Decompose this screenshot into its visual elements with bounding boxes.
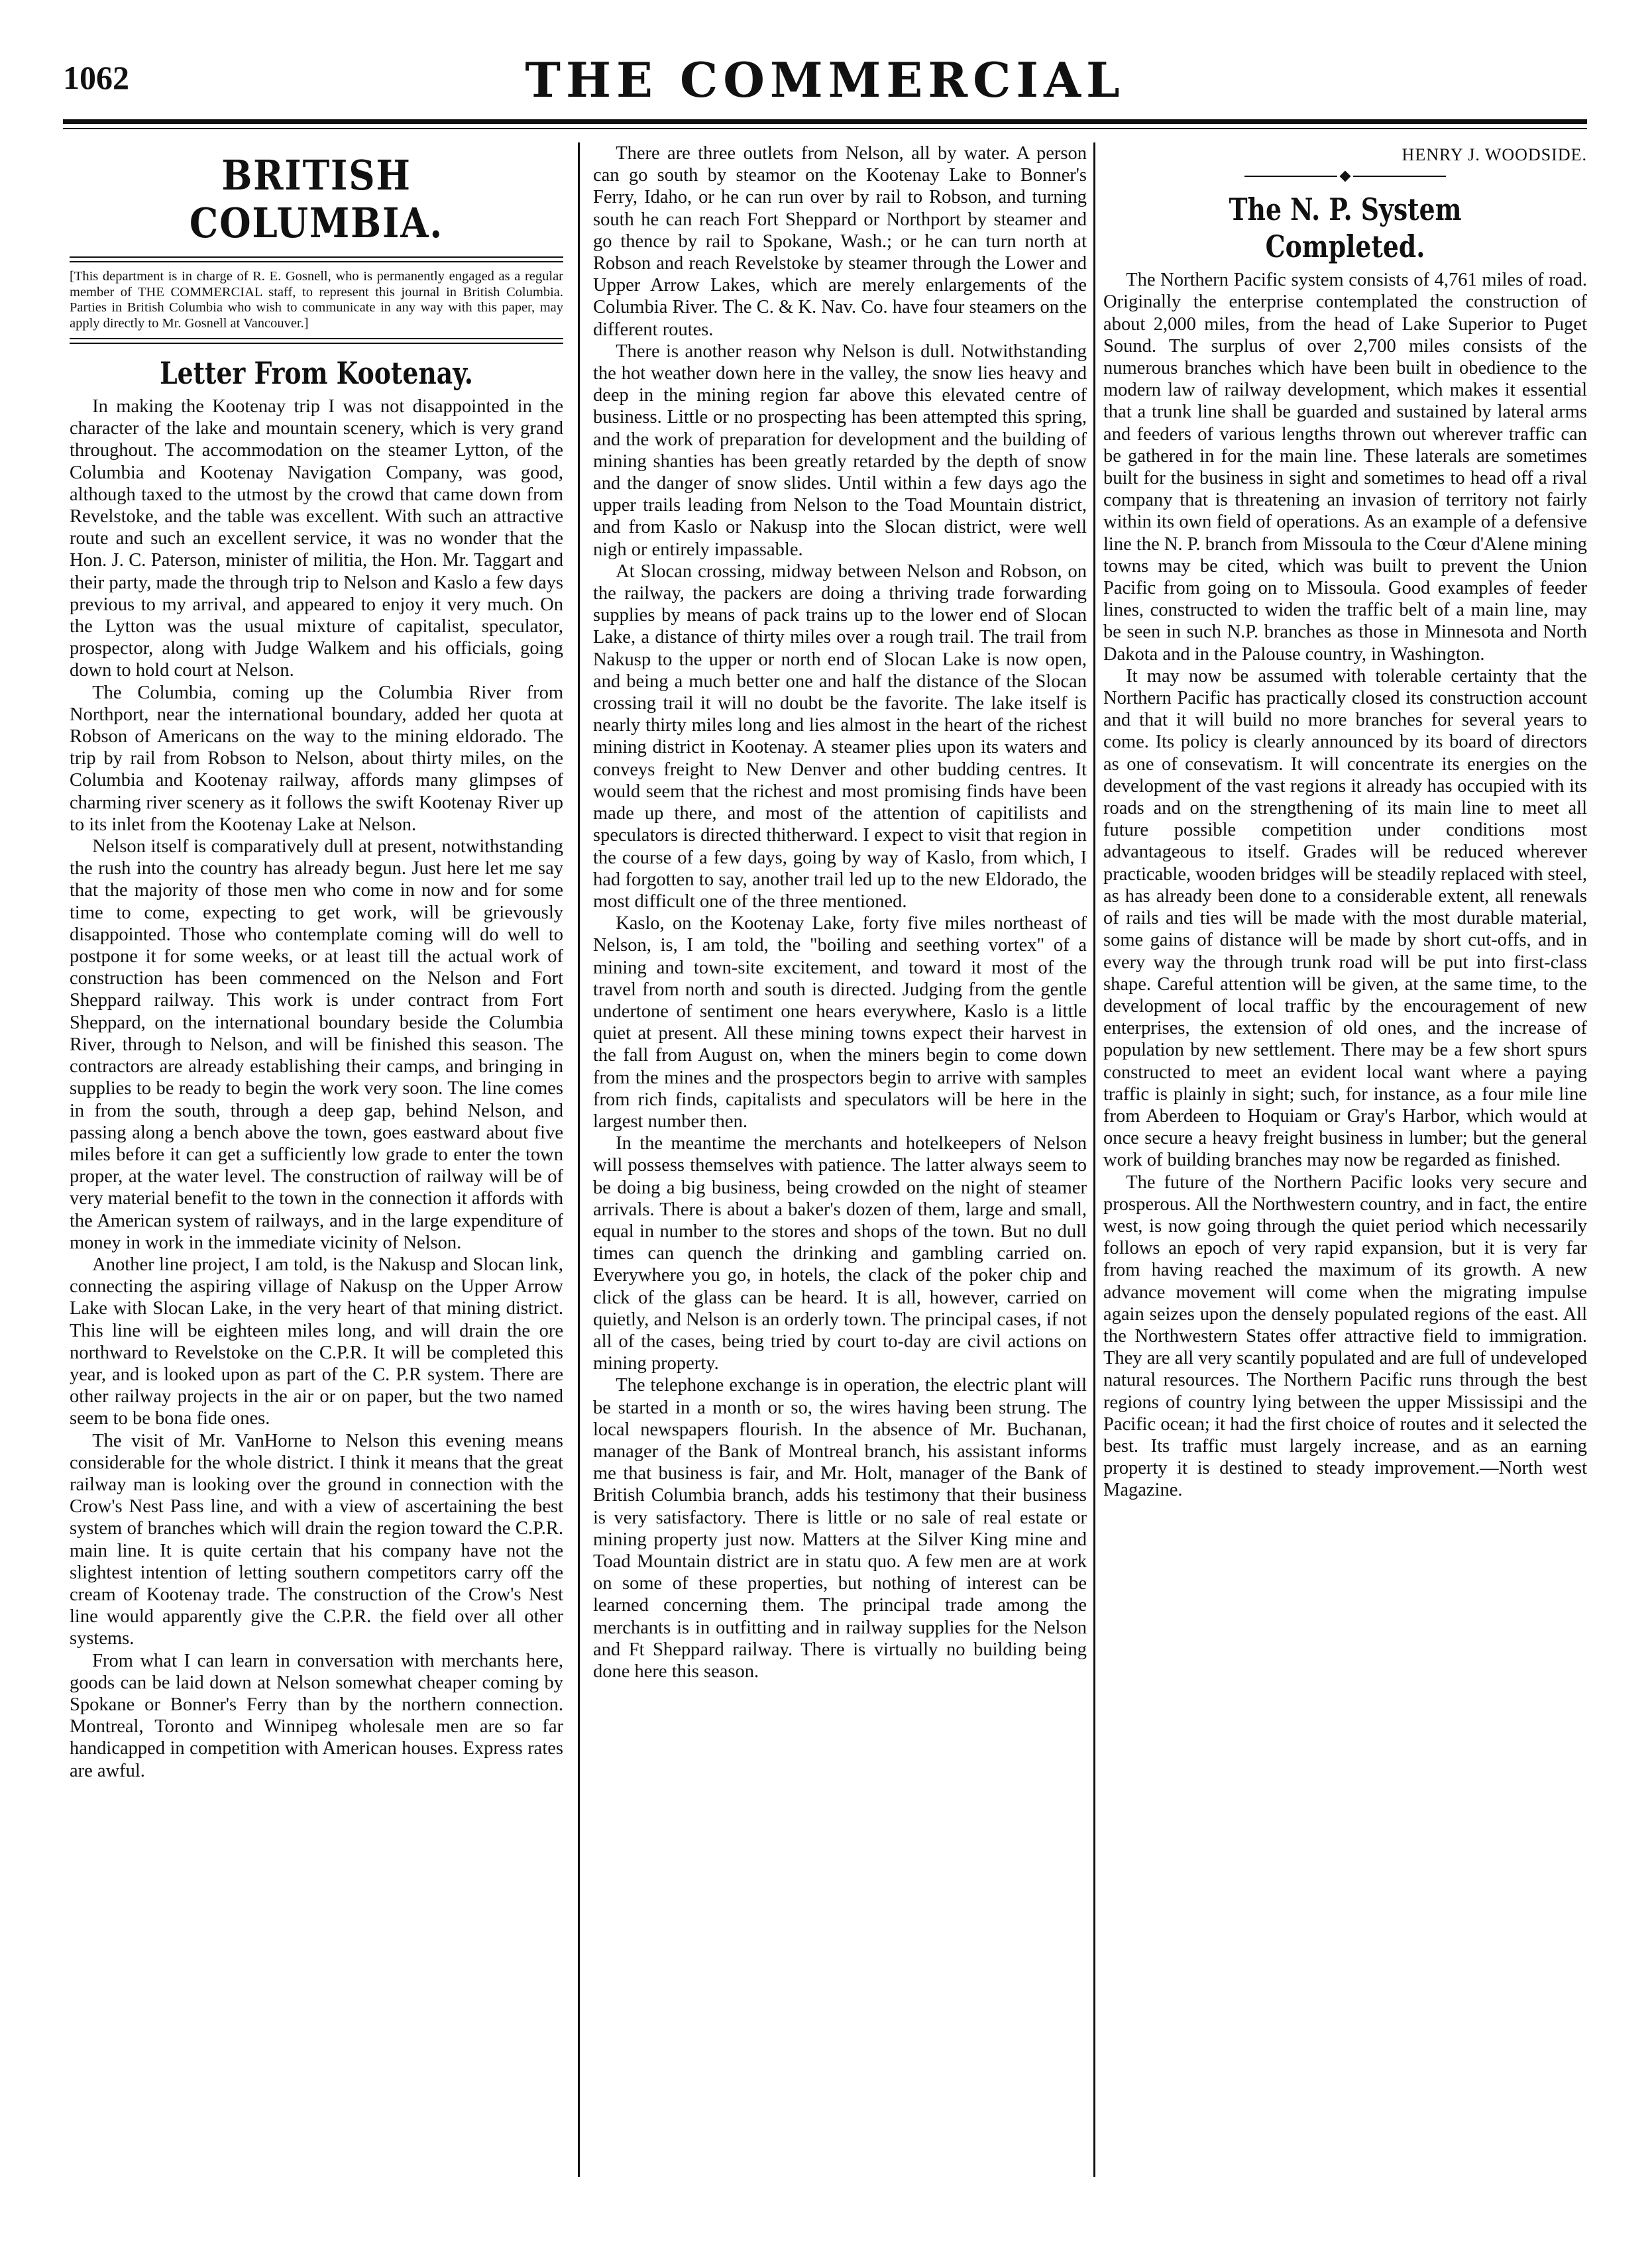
letter-paragraph: The visit of Mr. VanHorne to Nelson this evening means considerable for the whole district. I think it means that the great railway man is looking over the ground in connection with the Crow's Nest Pass line, and with a view of ascertaining the best system of branches which will drain the region toward the C.P.R. main line. It is quite certain that his company have not the slightest intention of letting southern competitors carry off the cream of Kootenay trade. The construction of the Crow's Nest line would apparently give the C.P.R. the field over all other systems. bbox=[70, 1430, 563, 1649]
divider-ornament bbox=[1103, 172, 1587, 180]
note-rule bbox=[70, 338, 563, 344]
letter-paragraph: Another line project, I am told, is the Nakusp and Slocan link, connecting the aspiring village of Nakusp on the Upper Arrow Lake with Slocan Lake, in the very heart of that mining district. This line will be eighteen miles long, and will drain the ore northward to Revelstoke on the C.P.R. It will be completed this year, and is looked upon as part of the C. P.R system. There are other railway projects in the air or on paper, but the two named seem to be bona fide ones. bbox=[70, 1254, 563, 1429]
np-article-title: The N. P. System Completed. bbox=[1229, 192, 1462, 265]
letter-paragraph: From what I can learn in conversation with merchants here, goods can be laid down at Nelson somewhat cheaper coming by Spokane or Bonner's Ferry than by the northern connection. Montreal, Toronto and Winnipeg wholesale men are so far handicapped in competition with American houses. Express rates are awful. bbox=[70, 1650, 563, 1781]
letter-paragraph: There is another reason why Nelson is dull. Notwithstanding the hot weather down here in the valley, the snow lies heavy and deep in the mining region far above this elevated centre of business. Little or no prospecting has been attempted this spring, and the work of preparation for development and the building of mining shanties has been greatly retarded by the depth of snow and the danger of snow slides. Until within a few days ago the upper trails leading from Nelson to the Toad Mountain district, and from Kaslo or Nakusp into the Slocan district, were well nigh or entirely impassable. bbox=[593, 341, 1087, 560]
column-divider-1 bbox=[578, 142, 580, 2177]
letter-paragraph: There are three outlets from Nelson, all by water. A person can go south by steamor on the Kootenay Lake to Bonner's Ferry, Idaho, or he can run over by rail to Robson, and turning south he can reach Fort Sheppard or Northport by steamer and go thence by rail to Spokane, Wash.; or he can turn north at Robson and reach Revelstoke by steamer through the Lower and Upper Arrow Lakes, which are merely enlargements of the Columbia River. The C. & K. Nav. Co. have four steamers on the different routes. bbox=[593, 143, 1087, 340]
letter-paragraph: The telephone exchange is in operation, the electric plant will be started in a month or so, the wires having been strung. The local newspapers flourish. In the absence of Mr. Buchanan, manager of the Bank of Montreal branch, his assistant informs me that business is fair, and Mr. Holt, manager of the Bank of British Columbia branch, adds his testimony that their business is very satisfactory. There is little or no sale of real estate or mining property just now. Matters at the Silver King mine and Toad Mountain district are in statu quo. A few men are at work on some of these properties, but nothing of interest can be learned concerning them. The principal trade among the merchants is in outfitting and in railway supplies for the Nelson and Ft Sheppard railway. There is virtually no building being done here this season. bbox=[593, 1375, 1087, 1682]
letter-paragraph: In the meantime the merchants and hotelkeepers of Nelson will possess themselves with patience. The latter always seem to be doing a big business, being crowded on the night of steamer arrivals. There is about a baker's dozen of them, large and small, equal in number to the stores and shops of the town. But no dull times can quench the drinking and gambling carried on. Everywhere you go, in hotels, the clack of the poker chip and click of the glass can be heard. It is all, however, carried on quietly, and Nelson is an orderly town. The principal cases, if not all of the cases, being tried by court to-day are civil actions on mining property. bbox=[593, 1133, 1087, 1374]
diamond-icon bbox=[1340, 171, 1351, 182]
publication-title: THE COMMERCIAL bbox=[525, 52, 1125, 108]
header-rule-thin bbox=[63, 128, 1587, 129]
letter-paragraph: The Columbia, coming up the Columbia River from Northport, near the international boundary, added her quota at Robson of Americans on the way to the mining eldorado. The trip by rail from Robson to Nelson, about thirty miles, on the Columbia and Kootenay railway, affords many glimpses of charming river scenery as it follows the swift Kootenay River up to its inlet from the Kootenay Lake at Nelson. bbox=[70, 682, 563, 835]
department-note: [This department is in charge of R. E. Gosnell, who is permanently engaged as a regular member of THE COMMERCIAL staff, to represent this journal in British Columbia. Parties in British Columbia who wish to communicate in any way with this paper, may apply directly to Mr. Gosnell at Vancouver.] bbox=[70, 269, 563, 331]
column-2 bbox=[593, 142, 1087, 2183]
letter-paragraph: Nelson itself is comparatively dull at present, notwithstanding the rush into the country has already begun. Just here let me say that the majority of those men who come in now and for some time to come, expecting to get work, will be grievously disappointed. Those who contemplate coming will do well to postpone it for some weeks, or at least till the actual work of construction has been commenced on the Nelson and Fort Sheppard railway. This work is under contract from Fort Sheppard, on the international boundary beside the Columbia River, through to Nelson, and will be finished this season. The contractors are already establishing their camps, and bringing in supplies to be ready to begin the work very soon. The line comes in from the south, through a deep gap, behind Nelson, and passing along a bench above the town, goes eastward about five miles before it can get a sufficiently low grade to enter the town proper, at the water level. The construction of railway will be of very material benefit to the town in the connection it affords with the American system of railways, and in the large expenditure of money in work in the immediate vicinity of Nelson. bbox=[70, 836, 563, 1253]
page-number: 1062 bbox=[63, 59, 129, 96]
letter-title: Letter From Kootenay. bbox=[160, 355, 473, 391]
np-paragraph: The Northern Pacific system consists of 4,761 miles of road. Originally the enterprise contemplated the construction of about 2,000 miles, from the head of Lake Superior to Puget Sound. The surplus of over 2,700 miles consists of the numerous branches which have been built in obedience to the modern law of railway development, which makes it essential that a trunk line shall be guarded and sustained by lateral arms and feeders of various lengths thrown out wherever traffic can be gathered in for the main line. These laterals are sometimes built for the business in sight and sometimes to head off a rival company that is threatening an invasion of territory not fairly within its own field of operations. As an example of a defensive line the N. P. branch from Missoula to the Cœur d'Alene mining towns may be cited, which was built to prevent the Union Pacific from going on to Missoula. Good examples of feeder lines, constructed to widen the traffic belt of a main line, may be seen in such N.P. branches as those in Minnesota and North Dakota and in the Palouse country, in Washington. bbox=[1103, 270, 1587, 665]
letter-paragraph: Kaslo, on the Kootenay Lake, forty five miles northeast of Nelson, is, I am told, the "boiling and seething vortex" of a mining and town-site excitement, and toward it most of the travel from north and south is directed. Judging from the gentle undertone of sentiment one hears everywhere, Kaslo is a little quiet at present. All these mining towns expect their harvest in the fall from August on, when the miners begin to come down from the mines and the prospectors begin to arrive with samples from rich finds, capitalists and speculators will be here in the largest number then. bbox=[593, 913, 1087, 1132]
letter-paragraph: In making the Kootenay trip I was not disappointed in the character of the lake and mountain scenery, which is very grand throughout. The accommodation on the steamer Lytton, of the Columbia and Kootenay Navigation Company, was good, although taxed to the utmost by the crowd that came down from Revelstoke, and the table was excellent. With such an attractive route and such an excellent service, it was no wonder that the Hon. J. C. Paterson, minister of militia, the Hon. Mr. Taggart and their party, made the through trip to Nelson and Kaslo a few days previous to my arrival, and appeared to enjoy it very much. On the Lytton was the usual mixture of capitalist, speculator, prospector, along with Judge Walkem and his officials, going down to hold court at Nelson. bbox=[70, 396, 563, 681]
letter-signature: HENRY J. WOODSIDE. bbox=[1402, 145, 1587, 164]
header-rule-thick bbox=[63, 119, 1587, 124]
column-3 bbox=[1103, 142, 1587, 2183]
column-divider-2 bbox=[1093, 142, 1095, 2177]
np-paragraph: It may now be assumed with tolerable certainty that the Northern Pacific has practically closed its construction account and that it will build no more branches for several years to come. Its policy is clearly announced by its board of directors as one of consevatism. It will concentrate its energies on the development of the vast regions it already has occupied with its roads and on the strengthening of its main line to meet all future possible competition under conditions most advantageous to itself. Grades will be reduced wherever practicable, wooden bridges will be steadily replaced with steel, as has already been done to a considerable extent, all renewals of rails and ties will be made with the most durable material, some gains of distance will be made by short cut-offs, and in every way the through trunk road will be put into first-class shape. Careful attention will be given, at the same time, to the development of local traffic by the encouragement of new enterprises, the extension of old ones, and the increase of population by new settlement. There may be a few short spurs constructed to meet an evident local want where a paying traffic is plainly in sight; such, for instance, as a four mile line from Aberdeen to Hoquiam or Gray's Harbor, which would at once secure a heavy freight business in lumber; but the general work of building branches may now be regarded as finished. bbox=[1103, 665, 1587, 1171]
section-title: BRITISH COLUMBIA. bbox=[189, 151, 444, 247]
np-paragraph: The future of the Northern Pacific looks very secure and prosperous. All the Northwestern country, and in fact, the entire west, is now going through the quiet period which necessarily follows an epoch of very rapid expansion, but it is very far from having reached the maximum of its growth. A new advance movement will come when the migrating impulse again seizes upon the densely populated regions of the east. All the Northwestern States offer attractive field to immigration. They are all very scantily populated and are full of undeveloped natural resources. The Northern Pacific runs through the best regions of country lying between the upper Mississipi and the Pacific ocean; it had the first choice of routes and it selected the best. Its traffic must largely increase, and as an earning property it is destined to steady improvement.—North west Magazine. bbox=[1103, 1172, 1587, 1501]
letter-paragraph: At Slocan crossing, midway between Nelson and Robson, on the railway, the packers are doing a thriving trade forwarding supplies by means of pack trains up to the lower end of Slocan Lake, a distance of thirty miles over a rough trail. The trail from Nakusp to the upper or north end of Slocan Lake is now open, and being a much better one and half the distance of the Slocan crossing trail it will no doubt be the favorite. The lake itself is nearly thirty miles long and lies almost in the heart of the richest mining district in Kootenay. A steamer plies upon its waters and conveys freight to New Denver and other budding centres. It would seem that the richest and most promising finds have been made up there, and most of the attention of capitilists and speculators is directed thitherward. I expect to visit that region in the course of a few days, going by way of Kaslo, from which, I had forgotten to say, another trail led up to the new Eldorado, the most difficult one of the three mentioned. bbox=[593, 561, 1087, 912]
column-1 bbox=[70, 142, 563, 2183]
section-rule bbox=[70, 256, 563, 262]
